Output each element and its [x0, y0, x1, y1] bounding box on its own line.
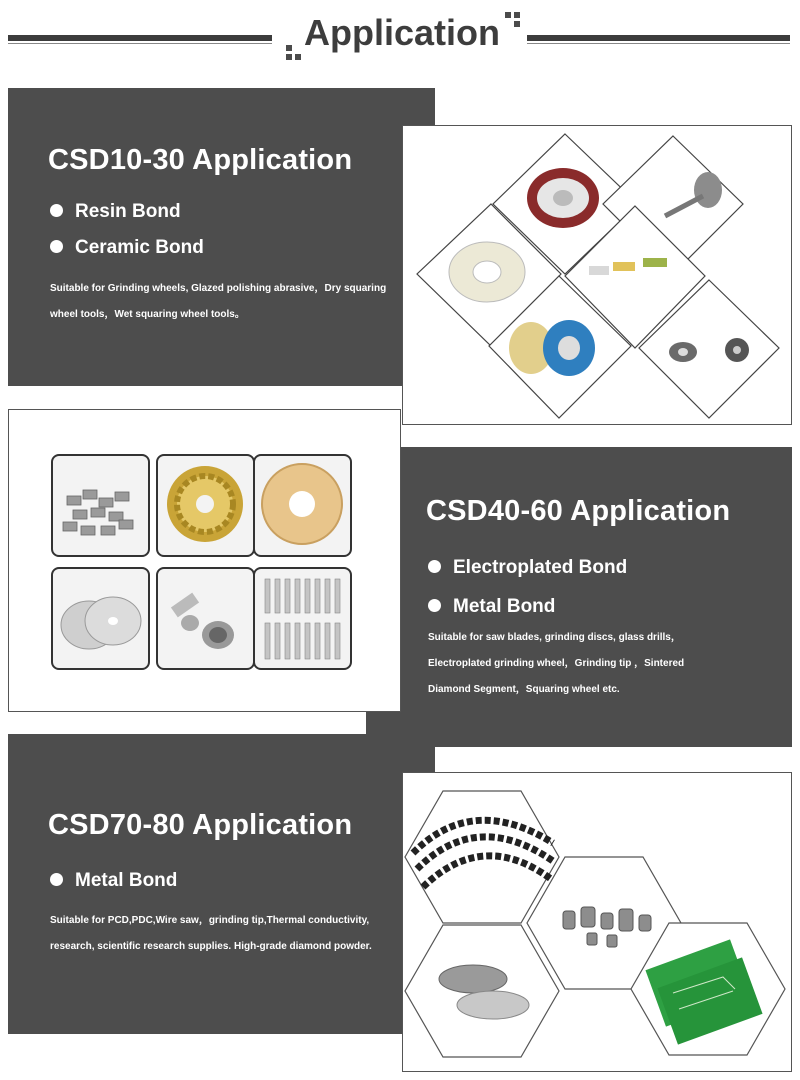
image-tile-saw-blades: [51, 567, 150, 670]
header-decor-square: [514, 12, 520, 18]
description-line: Diamond Segment，Squaring wheel etc.: [428, 684, 620, 695]
product-image-grid-electroplated-metal: [8, 409, 401, 712]
bullet-item: [50, 201, 181, 223]
image-tile-grinding-tips: [253, 567, 352, 670]
description-line: Suitable for PCD,PDC,Wire saw，grinding tip,Thermal conductivity,: [50, 915, 370, 926]
saw-blades-illustration: [53, 569, 148, 668]
section-description: [428, 625, 684, 703]
bullet-item: [428, 596, 555, 618]
bullet-item: [50, 870, 177, 892]
diamond-tile-illustration: [403, 126, 791, 424]
header-decor-square: [286, 45, 292, 51]
bullet-label: Electroplated Bond: [453, 557, 628, 578]
bullet-label: Metal Bond: [75, 870, 178, 891]
description-line: wheel tools，Wet squaring wheel tools。: [50, 309, 245, 320]
bullet-item: [428, 557, 627, 579]
description-line: Suitable for saw blades, grinding discs, glass drills，: [428, 632, 681, 643]
image-tile-diamond-segments: [51, 454, 150, 557]
bullet-dot-icon: [50, 204, 63, 217]
section-title: CSD40-60 Application: [426, 495, 731, 527]
image-tile-grinding-disc: [253, 454, 352, 557]
segments-illustration: [53, 456, 148, 555]
bullet-label: Ceramic Bond: [75, 237, 204, 258]
header-rule-left: [8, 35, 272, 41]
section-description: [50, 276, 386, 328]
description-line: Electroplated grinding wheel，Grinding tip ，Sintered: [428, 658, 685, 669]
bullet-dot-icon: [428, 560, 441, 573]
bullet-dot-icon: [50, 240, 63, 253]
hexagon-tile-illustration: [403, 773, 791, 1071]
header-decor-square: [505, 12, 511, 18]
bullet-dot-icon: [428, 599, 441, 612]
bullet-dot-icon: [50, 873, 63, 886]
grinding-disc-illustration: [255, 456, 350, 555]
cup-wheel-illustration: [158, 456, 253, 555]
grinding-tips-illustration: [255, 569, 350, 668]
section-panel-csd70-80: [8, 734, 435, 1034]
section-title: CSD10-30 Application: [48, 144, 353, 176]
product-image-collage-resin-ceramic: [402, 125, 792, 425]
glass-drills-illustration: [158, 569, 253, 668]
header-rule-right: [527, 35, 790, 41]
bullet-label: Resin Bond: [75, 201, 181, 222]
header-decor-square: [286, 54, 292, 60]
header-decor-square: [514, 21, 520, 27]
image-tile-cup-wheel: [156, 454, 255, 557]
description-line: research, scientific research supplies. High-grade diamond powder.: [50, 941, 372, 952]
section-panel-csd10-30: [8, 88, 435, 386]
product-image-collage-metal-bond: [402, 772, 792, 1072]
page-title: Application: [304, 12, 500, 53]
section-description: [50, 908, 372, 960]
bullet-item: [50, 237, 204, 259]
bullet-label: Metal Bond: [453, 596, 556, 617]
section-panel-csd40-60: [366, 447, 792, 747]
description-line: Suitable for Grinding wheels, Glazed polishing abrasive，Dry squaring: [50, 283, 387, 294]
image-tile-glass-drills: [156, 567, 255, 670]
section-title: CSD70-80 Application: [48, 809, 353, 841]
